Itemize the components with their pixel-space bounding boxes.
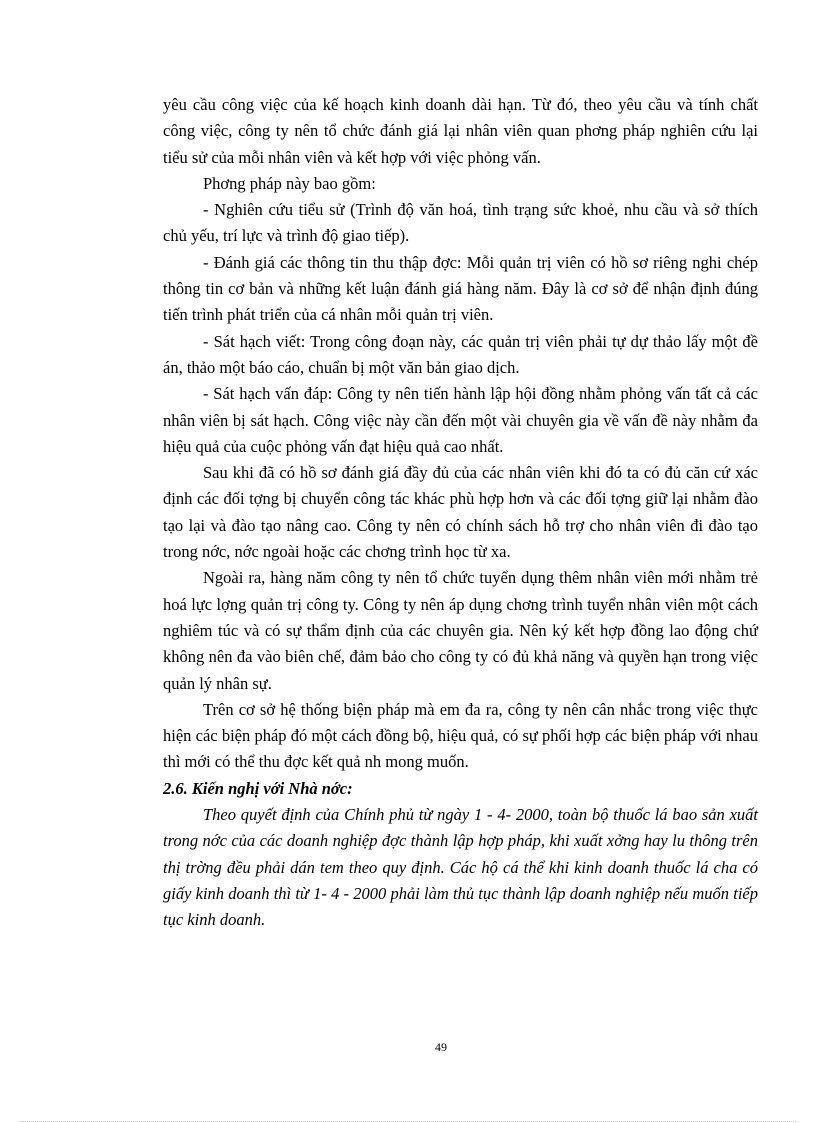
italic-section bbox=[163, 802, 758, 933]
italic-paragraph: Theo quyết định của Chính phủ từ ngày 1 - 4- 2000, toàn bộ thuốc lá bao sản xuất trong nớc của các doanh nghiệp đợc thành lập hợp pháp, khi xuất xởng hay lu thông trên thị trờng đều phải dán tem theo quy định. Các hộ cá thể khi kinh doanh thuốc lá cha có giấy kinh doanh thì từ 1- 4 - 2000 phải làm thủ tục thành lập doanh nghiệp nếu muốn tiếp tục kinh doanh. bbox=[163, 805, 758, 930]
paragraph-8: Ngoài ra, hàng năm công ty nên tổ chức tuyển dụng thêm nhân viên mới nhằm trẻ hoá lực lợng quản trị công ty. Công ty nên áp dụng chơng trình tuyển nhân viên một cách nghiêm túc và có sự thẩm định của các chuyên gia. Nên ký kết hợp đồng lao động chứ không nên đa vào biên chế, đảm bảo cho công ty có đủ khả năng và quyền hạn trong việc quản lý nhân sự. bbox=[163, 568, 758, 693]
paragraph-9: Trên cơ sở hệ thống biện pháp mà em đa ra, công ty nên cân nhắc trong việc thực hiện các biện pháp đó một cách đồng bộ, hiệu quả, có sự phối hợp các biện pháp với nhau thì mới có thể thu đợc kết quả nh mong muốn. bbox=[163, 699, 758, 772]
paragraph-1: yêu cầu công việc của kế hoạch kinh doanh dài hạn. Từ đó, theo yêu cầu và tính chất công việc, công ty nên tổ chức đánh giá lại nhân viên quan phơng pháp nghiên cứu lại tiểu sử của mỗi nhân viên và kết hợp với việc phỏng vấn. bbox=[163, 95, 758, 167]
paragraph-2: Phơng pháp này bao gồm: bbox=[203, 173, 376, 193]
paragraph-6: - Sát hạch vấn đáp: Công ty nên tiến hành lập hội đồng nhằm phỏng vấn tất cả các nhân viên bị sát hạch. Công việc này cần đến một vài chuyên gia về vấn đề này nhằm đa hiệu quả của cuộc phỏng vấn đạt hiệu quả cao nhất. bbox=[163, 384, 758, 456]
body-text bbox=[163, 92, 758, 934]
page-bottom-divider bbox=[20, 1121, 796, 1122]
page-number: 49 bbox=[435, 1040, 447, 1054]
section-heading: 2.6. Kiến nghị với Nhà nớc: bbox=[163, 778, 353, 798]
paragraph-7: Sau khi đã có hồ sơ đánh giá đầy đủ của các nhân viên khi đó ta có đủ căn cứ xác định các đối tợng bị chuyển công tác khác phù hợp hơn và các đối tợng giữ lại nhằm đào tạo lại và đào tạo nâng cao. Công ty nên có chính sách hỗ trợ cho nhân viên đi đào tạo trong nớc, nớc ngoài hoặc các chơng trình học từ xa. bbox=[163, 463, 758, 562]
paragraph-3: - Nghiên cứu tiểu sử (Trình độ văn hoá, tình trạng sức khoẻ, nhu cầu và sở thích chủ yếu, trí lực và trình độ giao tiếp). bbox=[163, 200, 758, 246]
paragraph-4: - Đánh giá các thông tin thu thập đợc: Mỗi quản trị viên có hồ sơ riêng nghi chép thông tin cơ bản và những kết luận đánh giá hàng năm. Đây là cơ sở để nhận định đúng tiến trình phát triển của cá nhân mỗi quản trị viên. bbox=[163, 252, 758, 325]
paragraph-5: - Sát hạch viết: Trong công đoạn này, các quản trị viên phải tự dự thảo lấy một đề án, thảo một báo cáo, chuẩn bị một văn bản giao dịch. bbox=[163, 331, 758, 377]
